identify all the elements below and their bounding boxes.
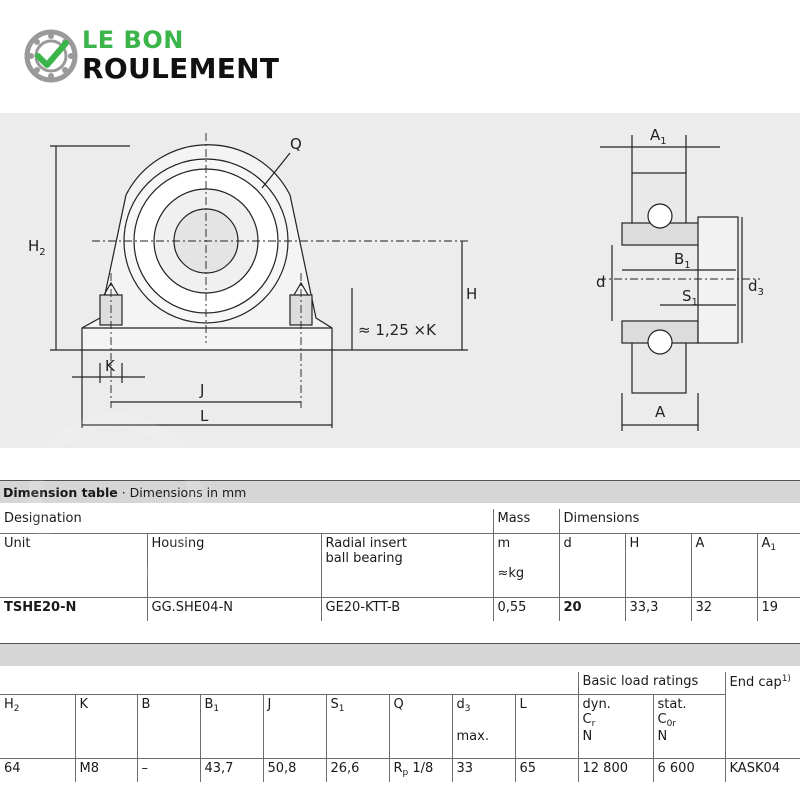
cell-B: –: [137, 758, 200, 782]
cell-Cr: 12 800: [578, 758, 653, 782]
bearing-check-icon: [24, 29, 78, 83]
dimension-table-header-band: [0, 480, 800, 503]
label-Q: Q: [290, 135, 302, 153]
hdr-mass-unit: m ≈kg: [493, 533, 559, 597]
hdr-radial: Radial insert ball bearing: [321, 533, 493, 597]
label-A1: $A_1$: [650, 126, 667, 147]
cell-d: 20: [559, 597, 625, 621]
hdr-blank: [0, 672, 578, 694]
hdr-A1: $A_1$: [757, 533, 800, 597]
label-K: K: [105, 357, 115, 375]
cell-C0r: 6 600: [653, 758, 725, 782]
cell-housing: GG.SHE04-N: [147, 597, 321, 621]
cell-K: M8: [75, 758, 137, 782]
cell-L: 65: [515, 758, 578, 782]
label-d: d: [596, 273, 606, 291]
hdr-C0r: stat. $C_{0r}$ N: [653, 694, 725, 758]
dimension-table-1: [0, 509, 800, 621]
dimension-table-2: [0, 672, 800, 782]
label-H2: $H_2$: [28, 237, 46, 258]
cell-endcap: KASK04: [725, 758, 800, 782]
hdr-d3: $d_3$ max.: [452, 694, 515, 758]
brand-logo: [22, 24, 322, 88]
label-H: H: [466, 285, 478, 303]
table2-header-band: [0, 643, 800, 666]
cell-H: 33,3: [625, 597, 691, 621]
cell-H2: 64: [4, 760, 21, 776]
hdr-d: d: [559, 533, 625, 597]
hdr-basic-load: Basic load ratings: [578, 672, 725, 694]
hdr-dimensions: Dimensions: [559, 509, 800, 533]
label-S1: $S_1$: [682, 287, 698, 308]
hdr-J: J: [263, 694, 326, 758]
label-B1: $B_1$: [674, 250, 691, 271]
cell-Q: $R_p$ 1/8: [389, 758, 452, 782]
pillow-block-drawing: [0, 113, 800, 448]
cell-J: 50,8: [263, 758, 326, 782]
table-row: [0, 597, 800, 621]
hdr-H: H: [625, 533, 691, 597]
label-J: J: [200, 381, 205, 399]
cell-A1: 19: [757, 597, 800, 621]
hdr-housing: Housing: [147, 533, 321, 597]
label-A: A: [655, 403, 666, 421]
label-d3: $d_3$: [748, 277, 764, 298]
hdr-endcap: End cap$^{1)}$: [725, 672, 800, 758]
hdr-mass: Mass: [493, 509, 559, 533]
logo-line2: ROULEMENT: [82, 52, 280, 85]
cell-B1: 43,7: [200, 758, 263, 782]
cell-S1: 26,6: [326, 758, 389, 782]
label-125k: ≈ 1,25 ×K: [358, 321, 436, 339]
cell-d3: 33: [452, 758, 515, 782]
technical-drawing: [0, 113, 800, 448]
hdr-K: K: [75, 694, 137, 758]
hdr-H2: $H_2$: [4, 696, 20, 714]
dimension-table-title: Dimension table · Dimensions in mm: [3, 485, 247, 500]
hdr-unit: Unit: [4, 535, 31, 551]
hdr-A: A: [691, 533, 757, 597]
hdr-S1: $S_1$: [326, 694, 389, 758]
cell-radial: GE20-KTT-B: [321, 597, 493, 621]
hdr-L: L: [515, 694, 578, 758]
table-row: [0, 758, 800, 782]
label-L: L: [200, 407, 209, 425]
cell-A: 32: [691, 597, 757, 621]
cell-mass: 0,55: [493, 597, 559, 621]
hdr-B1: $B_1$: [200, 694, 263, 758]
hdr-Cr: dyn. $C_r$ N: [578, 694, 653, 758]
hdr-designation: Designation: [4, 511, 82, 526]
cell-unit: TSHE20-N: [4, 599, 77, 615]
logo-line1: LE BON: [82, 26, 184, 54]
hdr-B: B: [137, 694, 200, 758]
hdr-Q: Q: [389, 694, 452, 758]
